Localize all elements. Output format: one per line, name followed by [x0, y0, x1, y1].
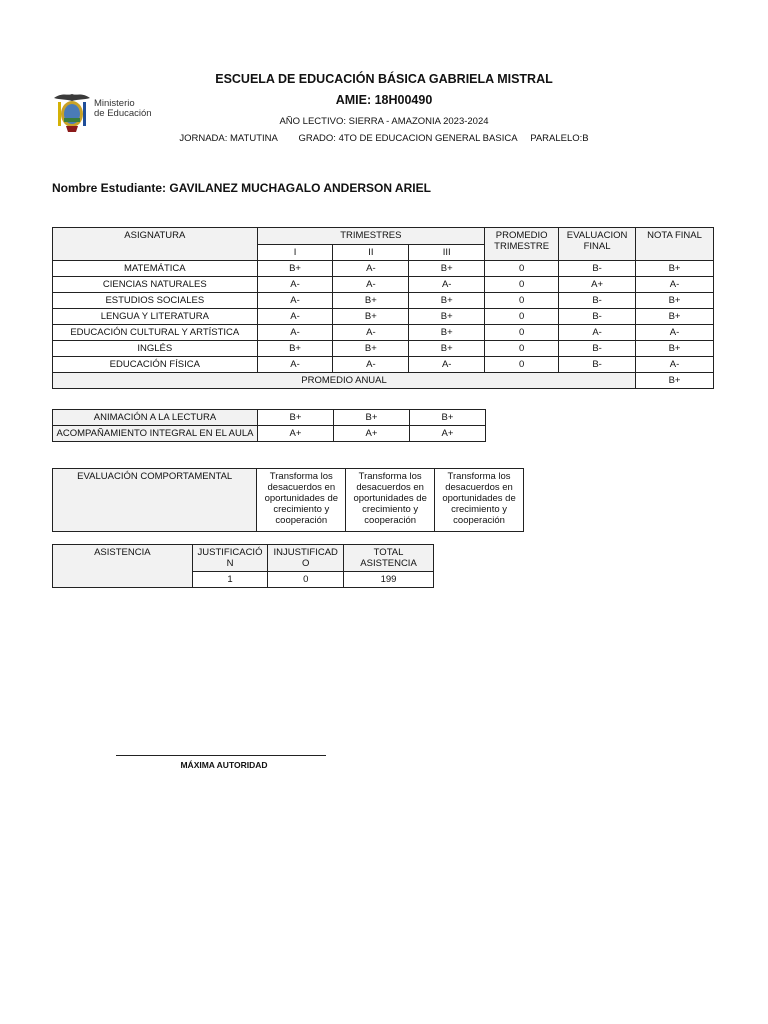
- grade-average: 0: [485, 309, 559, 325]
- grade-t1: A-: [257, 277, 333, 293]
- attendance-table: [52, 544, 434, 588]
- grade-subject: INGLÉS: [53, 341, 258, 357]
- grade-t1: A-: [257, 293, 333, 309]
- extra-subject: ANIMACIÓN A LA LECTURA: [53, 410, 258, 426]
- annual-average-value: B+: [636, 373, 714, 389]
- grade-row: [53, 357, 714, 373]
- extra-row: [53, 410, 486, 426]
- grade-final: B+: [636, 309, 714, 325]
- header-final-grade: NOTA FINAL: [636, 228, 714, 261]
- extra-t3: A+: [410, 426, 486, 442]
- grade-final: A-: [636, 357, 714, 373]
- grade-final-eval: B-: [559, 357, 636, 373]
- grade-row: [53, 309, 714, 325]
- attendance-label: ASISTENCIA: [53, 545, 193, 588]
- grade-row: [53, 261, 714, 277]
- student-name-line: [52, 181, 431, 195]
- behavior-label: EVALUACIÓN COMPORTAMENTAL: [53, 469, 257, 532]
- grade-t2: B+: [333, 293, 409, 309]
- behavior-table: [52, 468, 524, 532]
- grade-t1: B+: [257, 341, 333, 357]
- extra-subject: ACOMPAÑAMIENTO INTEGRAL EN EL AULA: [53, 426, 258, 442]
- grade-average: 0: [485, 357, 559, 373]
- grade-average: 0: [485, 341, 559, 357]
- grade-t3: B+: [409, 341, 485, 357]
- student-label: Nombre Estudiante:: [52, 181, 167, 195]
- header-t2: II: [333, 244, 409, 261]
- header-trimesters: TRIMESTRES: [257, 228, 485, 245]
- shift-grade-line: JORNADA: MATUTINA GRADO: 4TO DE EDUCACION GENERAL BASICA PARALELO:B: [179, 133, 589, 144]
- grade-subject: MATEMÁTICA: [53, 261, 258, 277]
- behavior-t2: Transforma los desacuerdos en oportunidades de crecimiento y cooperación: [346, 469, 435, 532]
- grade-final-eval: B-: [559, 261, 636, 277]
- grade-final-eval: B-: [559, 309, 636, 325]
- attendance-total-label: TOTAL ASISTENCIA: [344, 545, 434, 572]
- header-subject: ASIGNATURA: [53, 228, 258, 261]
- extra-row: [53, 426, 486, 442]
- grade-average: 0: [485, 261, 559, 277]
- logo-line-1: Ministerio: [94, 98, 135, 109]
- grade-subject: CIENCIAS NATURALES: [53, 277, 258, 293]
- grade-t2: A-: [333, 325, 409, 341]
- extra-t2: A+: [334, 426, 410, 442]
- grade-t3: B+: [409, 309, 485, 325]
- grade-t3: A-: [409, 277, 485, 293]
- grade-t2: B+: [333, 341, 409, 357]
- grade-final-eval: B-: [559, 293, 636, 309]
- grade-t1: A-: [257, 309, 333, 325]
- school-name: ESCUELA DE EDUCACIÓN BÁSICA GABRIELA MISTRAL: [215, 72, 553, 86]
- school-year: AÑO LECTIVO: SIERRA - AMAZONIA 2023-2024: [279, 116, 489, 127]
- header-average: PROMEDIO TRIMESTRE: [485, 228, 559, 261]
- grade-row: [53, 341, 714, 357]
- extra-t1: A+: [258, 426, 334, 442]
- grade-row: [53, 325, 714, 341]
- grade-t3: B+: [409, 325, 485, 341]
- grade-final: B+: [636, 261, 714, 277]
- logo-line-2: de Educación: [94, 108, 152, 119]
- grade-t3: A-: [409, 357, 485, 373]
- grade-final-eval: B-: [559, 341, 636, 357]
- attendance-justified: 1: [192, 572, 268, 588]
- grade-t1: A-: [257, 325, 333, 341]
- amie-code: AMIE: 18H00490: [335, 93, 433, 107]
- behavior-row: [53, 469, 524, 532]
- annual-average-row: [53, 373, 714, 389]
- header-final-eval: EVALUACION FINAL: [559, 228, 636, 261]
- grades-header-row: [53, 228, 714, 245]
- grade-final: B+: [636, 293, 714, 309]
- attendance-total: 199: [344, 572, 434, 588]
- extra-t3: B+: [410, 410, 486, 426]
- grade-final: A-: [636, 325, 714, 341]
- grade-subject: ESTUDIOS SOCIALES: [53, 293, 258, 309]
- attendance-unjustified: 0: [268, 572, 344, 588]
- grade-row: [53, 293, 714, 309]
- header-t3: III: [409, 244, 485, 261]
- grade-t3: B+: [409, 261, 485, 277]
- grade-t2: A-: [333, 357, 409, 373]
- student-name: GAVILANEZ MUCHAGALO ANDERSON ARIEL: [169, 181, 431, 195]
- attendance-header-row: [53, 545, 434, 572]
- grade-average: 0: [485, 325, 559, 341]
- grade-average: 0: [485, 293, 559, 309]
- signature-label: MÁXIMA AUTORIDAD: [180, 760, 268, 770]
- attendance-unjustified-label: INJUSTIFICADO: [268, 545, 344, 572]
- grade-final: B+: [636, 341, 714, 357]
- grade-t2: B+: [333, 309, 409, 325]
- grade-t1: A-: [257, 357, 333, 373]
- grade-row: [53, 277, 714, 293]
- grade-subject: EDUCACIÓN FÍSICA: [53, 357, 258, 373]
- grade-t2: A-: [333, 261, 409, 277]
- grade-average: 0: [485, 277, 559, 293]
- grade-t1: B+: [257, 261, 333, 277]
- grade-subject: EDUCACIÓN CULTURAL Y ARTÍSTICA: [53, 325, 258, 341]
- grade-final-eval: A+: [559, 277, 636, 293]
- grade-subject: LENGUA Y LITERATURA: [53, 309, 258, 325]
- extras-table: [52, 409, 486, 442]
- behavior-t3: Transforma los desacuerdos en oportunidades de crecimiento y cooperación: [435, 469, 524, 532]
- grade-t2: A-: [333, 277, 409, 293]
- extra-t2: B+: [334, 410, 410, 426]
- grade-final-eval: A-: [559, 325, 636, 341]
- attendance-justified-label: JUSTIFICACIÓN: [192, 545, 268, 572]
- grade-t3: B+: [409, 293, 485, 309]
- behavior-t1: Transforma los desacuerdos en oportunidades de crecimiento y cooperación: [257, 469, 346, 532]
- extra-t1: B+: [258, 410, 334, 426]
- grades-table: [52, 227, 714, 389]
- header-t1: I: [257, 244, 333, 261]
- annual-average-label: PROMEDIO ANUAL: [53, 373, 636, 389]
- signature-line: [116, 755, 326, 756]
- grade-final: A-: [636, 277, 714, 293]
